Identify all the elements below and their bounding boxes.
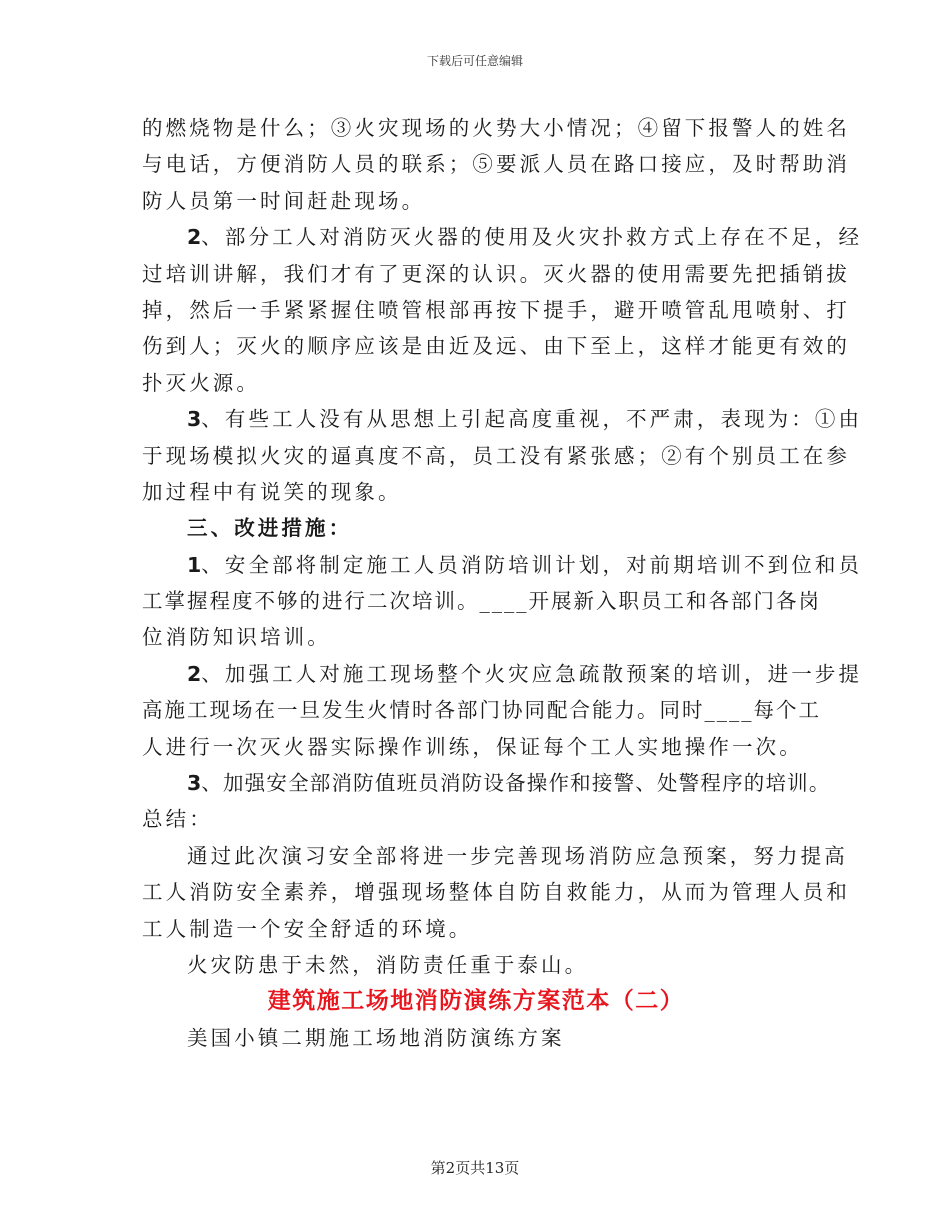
item-number: 3 — [187, 771, 202, 796]
document-title: 建筑施工场地消防演练方案范本（二） — [267, 987, 685, 1015]
item-number: 2 — [187, 225, 202, 250]
text-line: 工人制造一个安全舒适的环境。 — [142, 916, 473, 941]
section-heading: 三、改进措施： — [187, 516, 353, 541]
numbered-paragraph-start — [142, 765, 831, 801]
numbered-paragraph-start — [142, 547, 863, 583]
item-number: 2 — [187, 661, 202, 686]
summary-label: 总结： — [142, 807, 213, 832]
item-number: 3 — [187, 407, 202, 432]
numbered-paragraph-start — [142, 219, 863, 255]
page-header: 下载后可任意编辑 — [426, 54, 523, 68]
text-line: 于现场模拟火灾的逼真度不高，员工没有紧张感；②有个别员工在参 — [142, 443, 850, 468]
item-text: 、加强安全部消防值班员消防设备操作和接警、处警程序的培训。 — [201, 771, 831, 796]
page-number: 第2页共13页 — [430, 1159, 520, 1177]
text-line: 扑灭火源。 — [142, 370, 260, 395]
item-text: 、安全部将制定施工人员消防培训计划，对前期培训不到位和员 — [201, 552, 863, 577]
text-line: 与电话，方便消防人员的联系；⑤要派人员在路口接应，及时帮助消 — [142, 152, 850, 177]
text-line: 高施工现场在一旦发生火情时各部门协同配合能力。同时____每个工 — [142, 698, 821, 723]
text-line: 掉，然后一手紧紧握住喷管根部再按下提手，避开喷管乱甩喷射、打 — [142, 297, 850, 322]
text-line: 工人消防安全素养，增强现场整体自防自救能力，从而为管理人员和 — [142, 880, 850, 905]
text-line: 人进行一次灭火器实际操作训练，保证每个工人实地操作一次。 — [142, 734, 803, 759]
item-text: 、部分工人对消防灭火器的使用及火灾扑救方式上存在不足，经 — [201, 225, 863, 250]
numbered-paragraph-start — [142, 656, 863, 692]
item-text: 、加强工人对施工现场整个火灾应急疏散预案的培训，进一步提 — [201, 661, 863, 686]
text-line: 防人员第一时间赶赴现场。 — [142, 188, 426, 213]
item-number: 1 — [187, 552, 202, 577]
text-line: 伤到人；灭火的顺序应该是由近及远、由下至上，这样才能更有效的 — [142, 334, 850, 359]
text-line: 位消防知识培训。 — [142, 625, 331, 650]
text-line: 过培训讲解，我们才有了更深的认识。灭火器的使用需要先把插销拔 — [142, 261, 850, 286]
item-text: 、有些工人没有从思想上引起高度重视，不严肃，表现为：①由 — [201, 407, 863, 432]
text-line: 的燃烧物是什么；③火灾现场的火势大小情况；④留下报警人的姓名 — [142, 116, 850, 140]
numbered-paragraph-start — [142, 401, 863, 437]
text-line: 通过此次演习安全部将进一步完善现场消防应急预案，努力提高 — [187, 843, 848, 868]
text-line: 工掌握程度不够的进行二次培训。____开展新入职员工和各部门各岗 — [142, 589, 821, 614]
text-line: 美国小镇二期施工场地消防演练方案 — [187, 1025, 565, 1050]
text-line: 加过程中有说笑的现象。 — [142, 479, 402, 504]
text-line: 火灾防患于未然，消防责任重于泰山。 — [187, 952, 589, 977]
document-body — [142, 110, 863, 1056]
